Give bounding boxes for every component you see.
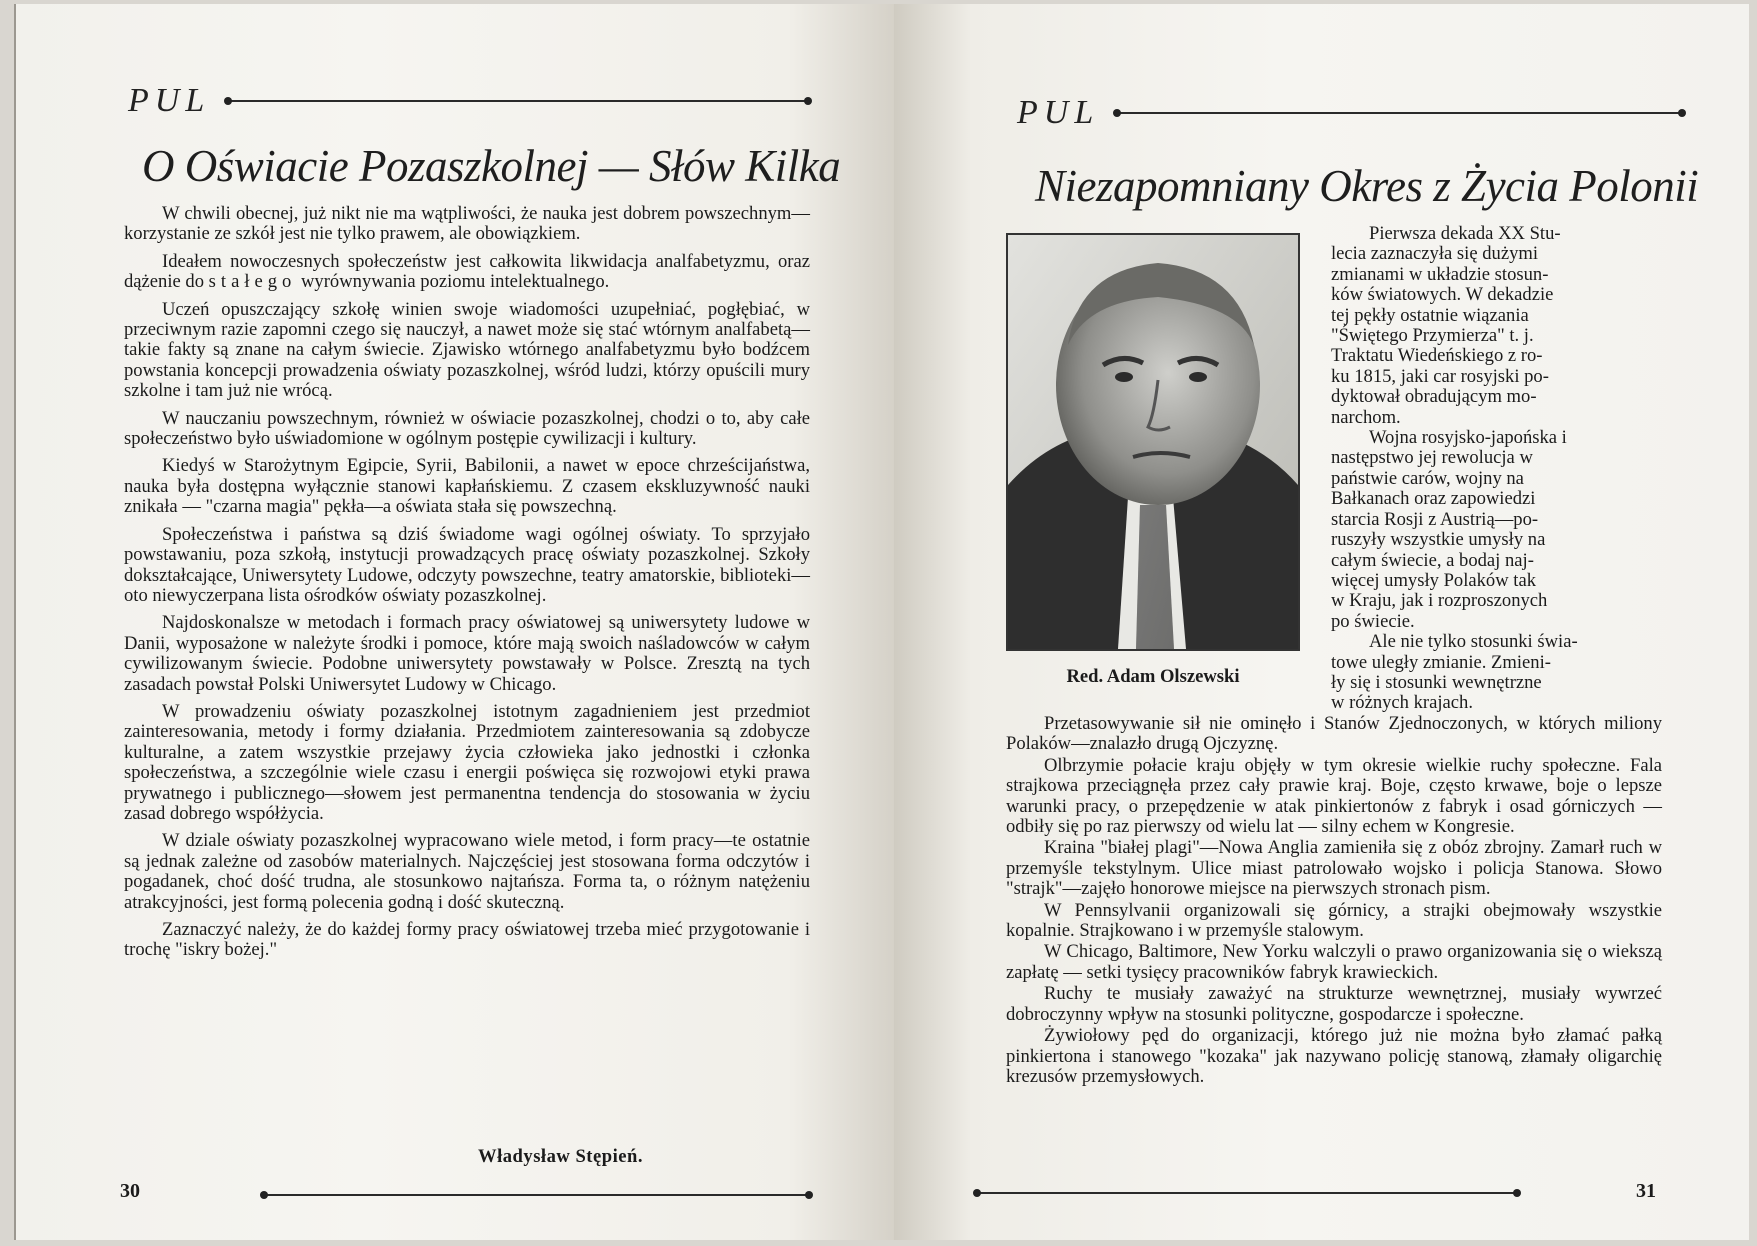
paragraph: W nauczaniu powszechnym, również w oświacie pozaszkolnej, chodzi o to, aby całe społeczeństwo było uświadomione w ogólnym postępie cywilizacji i kultury. [124, 407, 810, 450]
column-line: zmianami w układzie stosun- [1331, 263, 1549, 285]
paragraph: Społeczeństwa i państwa są dziś świadome wagi ogólnej oświaty. To sprzyjało powstawaniu, poza szkołą, instytucji prowadzących pracę oświaty pozaszkolnej. Szkoły dokształcające, Uniwersytety Ludowe, odczyty powszechne, teatry amatorskie, biblioteki—oto niewyczerpana lista ośrodków oświaty pozaszkolnej. [124, 523, 810, 606]
rule-dot-icon [805, 1191, 813, 1199]
column-line: lecia zaznaczyła się dużymi [1331, 243, 1538, 265]
column-line: ły się i stosunki wewnętrzne [1331, 671, 1542, 693]
paragraph: W Chicago, Baltimore, New Yorku walczyli o prawo organizowania się o wiekszą zapłatę — setki tysięcy pracowników fabryk krawieckich. [1006, 941, 1662, 983]
left-header [128, 82, 808, 120]
footer-line [977, 1192, 1517, 1194]
footer-line [264, 1194, 809, 1196]
column-line: ruszyły wszystkie umysły na [1331, 529, 1546, 551]
header-rule [1117, 112, 1682, 114]
rule-dot-icon [804, 97, 812, 105]
right-page [894, 4, 1749, 1240]
paragraph: Najdoskonalsze w metodach i formach pracy oświatowej są uniwersytety ludowe w Danii, wyposażone w należyte środki i pomoce, które mają swoich naśladowców w całym cywilizowanym świecie. Podobne uniwersytety powstawały w Polsce. Zresztą na tych zasadach powstał Polski Uniwersytet Ludowy w Chicago. [124, 612, 810, 695]
column-line: w różnych krajach. [1331, 692, 1473, 714]
portrait-photo [1006, 233, 1300, 651]
column-line: Traktatu Wiedeńskiego z ro- [1331, 345, 1543, 367]
column-line: starcia Rosji z Austrią—po- [1331, 508, 1539, 530]
paragraph-part: Ideałem nowoczesnych społeczeństw jest całkowita likwidacja analfabetyzmu, oraz dążenie do [124, 250, 810, 293]
paragraph: Ruchy te musiały zaważyć na strukturze wewnętrznej, musiały wywrzeć dobroczynny wpływ na stosunki polityczne, gospodarcze i społeczne. [1006, 983, 1662, 1025]
paragraph-part: wyrównywania poziomu intelektualnego. [301, 271, 610, 293]
rule-dot-icon [224, 97, 232, 105]
article-title: Niezapomniany Okres z Życia Polonii [1035, 161, 1699, 211]
column-line: Pierwsza dekada XX Stu- [1369, 223, 1561, 244]
right-side-column [1331, 224, 1662, 714]
column-line: Wojna rosyjsko-japońska i [1369, 427, 1567, 449]
pul-logo: PUL [128, 82, 211, 119]
paragraph: Przetasowywanie sił nie ominęło i Stanów Zjednoczonych, w których miliony Polaków—znalazło drugą Ojczyznę. [1006, 713, 1662, 755]
footer-rule [264, 1194, 809, 1196]
rule-dot-icon [1513, 1189, 1521, 1197]
column-line: więcej umysły Polaków tak [1331, 569, 1537, 591]
article-title: O Oświacie Pozaszkolnej — Słów Kilka [142, 141, 841, 191]
emphasized-word: stałego [208, 271, 297, 293]
column-line: towe uległy zmianie. Zmieni- [1331, 651, 1551, 673]
rule-dot-icon [260, 1191, 268, 1199]
column-line: dyktował obradującym mo- [1331, 386, 1537, 408]
photo-caption: Red. Adam Olszewski [1066, 666, 1240, 687]
left-page [14, 4, 894, 1240]
column-line: w Kraju, jak i rozproszonych [1331, 590, 1548, 612]
pul-logo: PUL [1017, 94, 1100, 131]
left-article-body [124, 204, 810, 968]
column-line: po świecie. [1331, 610, 1415, 632]
rule-dot-icon [1678, 109, 1686, 117]
paragraph: Zaznaczyć należy, że do każdej formy pracy oświatowej trzeba mieć przygotowanie i trochę "iskry bożej." [124, 919, 810, 961]
paragraph: Żywiołowy pęd do organizacji, którego już nie można było złamać pałką pinkiertona i stanowego "kozaka" jak nazywano policję stanową, złamały oligarchię krezusów przemysłowych. [1006, 1025, 1662, 1087]
right-article-body [1006, 714, 1662, 1088]
column-line: państwie carów, wojny na [1331, 467, 1524, 489]
footer-rule [977, 1192, 1517, 1194]
paragraph: W prowadzeniu oświaty pozaszkolnej istotnym zagadnieniem jest przedmiot zainteresowania, metody i formy działania. Przedmiotem zainteresowania są zdobycze kulturalne, a zatem wszystkie przejawy życia człowieka jako jednostki i członka społeczeństwa, a szczególnie wiele czasu i energii poświęca się rozwojowi etyki prawa prywatnego i publicznego—słowem jest permanentna tendencja do stosowania w życiu zasad dobrego współżycia. [124, 700, 810, 824]
paragraph: W dziale oświaty pozaszkolnej wypracowano wiele metod, i form pracy—te ostatnie są jednak zależne od zasobów materialnych. Najczęściej jest stosowana forma odczytów i pogadanek, choć dość trudna, ale stosunkowo najtańsza. Forma ta, o różnym natężeniu atrakcyjności, jest formą polecenia godną i dość skuteczną. [124, 830, 810, 913]
paragraph: Uczeń opuszczający szkołę winien swoje wiadomości uzupełniać, pogłębiać, w przeciwnym razie zapomni czego się nauczył, a nawet może się stać wtórnym analfabetą—takie fakty są znane na całym świecie. Zjawisko wtórnego analfabetyzmu było bodźcem powstania koncepcji prowadzenia oświaty pozaszkolnej, wśród ludzi, którzy opuścili mury szkolne i tam już nie wrócą. [124, 298, 810, 402]
paragraph: Kiedyś w Starożytnym Egipcie, Syrii, Babilonii, a nawet w epoce chrześcijaństwa, nauka była dostępna wyłącznie stanowi kapłańskiemu. Z czasem ekskluzywność nauki znikała — "czarna magia" pękła—a oświata stała się powszechną. [124, 455, 810, 518]
column-line: Ale nie tylko stosunki świa- [1369, 631, 1578, 653]
column-line: całym świecie, a bodaj naj- [1331, 549, 1534, 571]
paragraph [124, 252, 810, 293]
book-spread [14, 4, 1749, 1240]
paragraph: W chwili obecnej, już nikt nie ma wątpliwości, że nauka jest dobrem powszechnym—korzystanie ze szkół jest nie tylko prawem, ale obowiązkiem. [124, 203, 810, 245]
column-line: "Świętego Przymierza" t. j. [1331, 325, 1534, 347]
page-number: 30 [120, 1180, 140, 1202]
right-header [1017, 94, 1682, 132]
page-number: 31 [1636, 1180, 1656, 1202]
portrait-illustration [1008, 235, 1298, 649]
column-line: ków światowych. W dekadzie [1331, 284, 1554, 306]
column-line: tej pękły ostatnie wiązania [1331, 304, 1529, 326]
paragraph: W Pennsylvanii organizowali się górnicy, a strajki obejmowały wszystkie kopalnie. Strajkowano i w przemyśle stalowym. [1006, 899, 1662, 942]
column-line: ku 1815, jaki car rosyjski po- [1331, 365, 1549, 387]
paragraph: Kraina "białej plagi"—Nowa Anglia zamieniła się z obóz zbrojny. Zamarł ruch w przemyśle tekstylnym. Ulice miast patrolowało wojsko i policja Stanowa. Słowo "strajk"—zajęło honorowe miejsce na pierwszych stronach pism. [1006, 837, 1662, 900]
author-signature: Władysław Stępień. [478, 1146, 644, 1167]
column-line: Bałkanach oraz zapowiedzi [1331, 488, 1536, 510]
rule-dot-icon [973, 1189, 981, 1197]
column-line: narchom. [1331, 406, 1401, 428]
rule-dot-icon [1113, 109, 1121, 117]
paragraph: Olbrzymie połacie kraju objęły w tym okresie wielkie ruchy społeczne. Fala strajkowa przeciągnęła przez cały prawie kraj. Boje, często krwawe, boje o lepsze warunki pracy, o przepędzenie w atak pinkiertonów z fabryk i osad górniczych — odbiły się po raz pierwszy od wielu lat — silny echem w Kongresie. [1006, 754, 1662, 838]
column-line: następstwo jej rewolucja w [1331, 447, 1533, 469]
header-rule [228, 100, 808, 102]
